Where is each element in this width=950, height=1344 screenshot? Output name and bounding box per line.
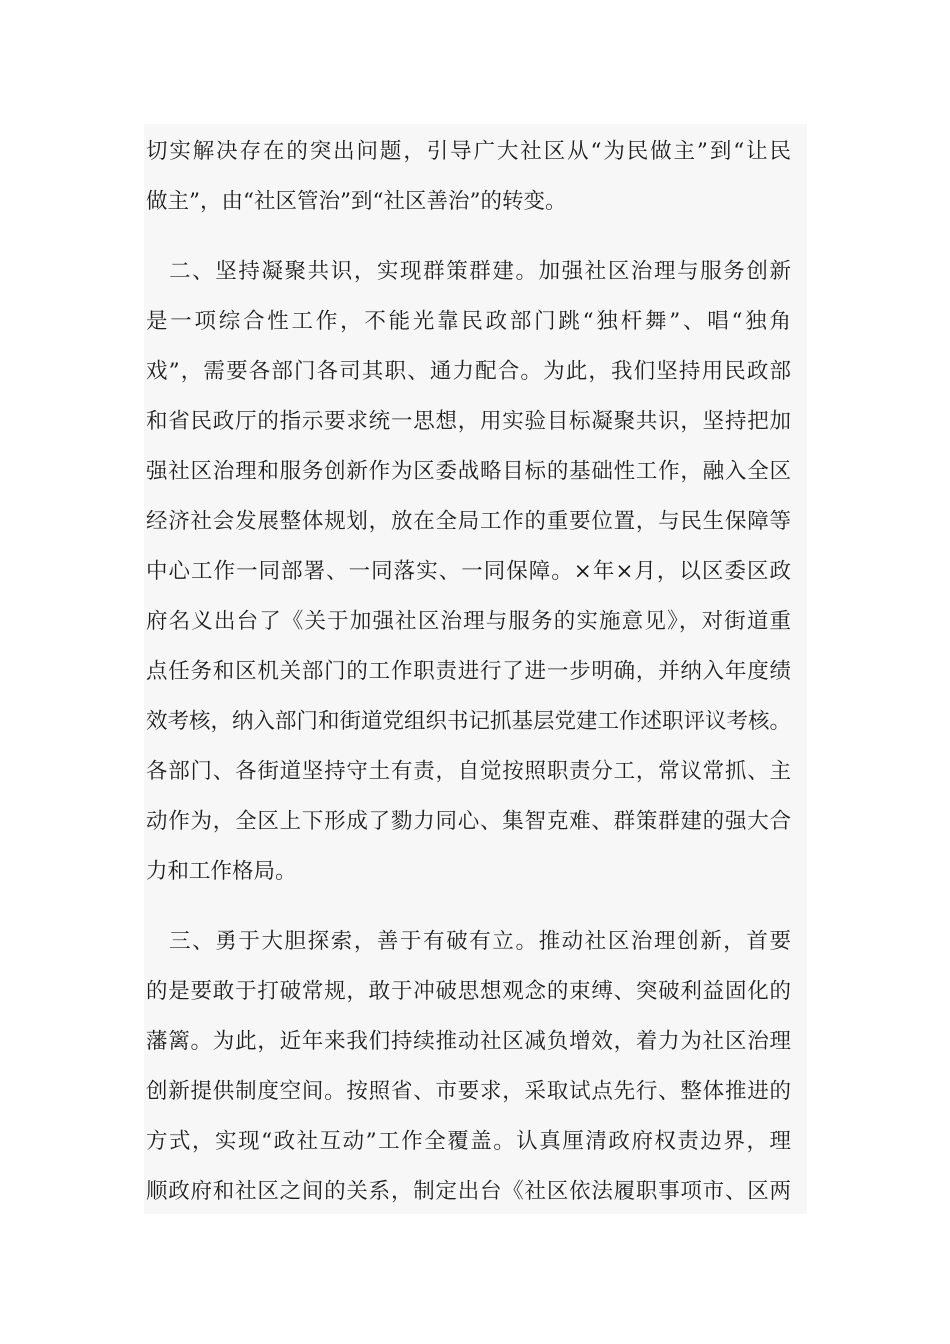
paragraph-line: 力和工作格局。 bbox=[146, 859, 297, 884]
paragraph-line: 效考核，纳入部门和街道党组织书记抓基层党建工作述职评议考核。 bbox=[146, 709, 792, 734]
paragraph-line: 做主”，由“社区管治”到“社区善治”的转变。 bbox=[146, 189, 567, 214]
paragraph-line: 的是要敢于打破常规，敢于冲破思想观念的束缚、突破利益固化的 bbox=[146, 979, 791, 1004]
paragraph-line: 方式，实现“政社互动”工作全覆盖。认真厘清政府权责边界，理 bbox=[146, 1129, 791, 1154]
paragraph-line: 切实解决存在的突出问题，引导广大社区从“为民做主”到“让民 bbox=[146, 139, 791, 164]
paragraph-line: 戏”，需要各部门各司其职、通力配合。为此，我们坚持用民政部 bbox=[146, 359, 791, 384]
paragraph-line: 三、勇于大胆探索，善于有破有立。推动社区治理创新，首要 bbox=[146, 929, 791, 954]
paragraph-line: 强社区治理和服务创新作为区委战略目标的基础性工作，融入全区 bbox=[146, 459, 791, 484]
paragraph-line: 中心工作一同部署、一同落实、一同保障。×年×月，以区委区政 bbox=[146, 559, 791, 584]
paragraph-line: 和省民政厅的指示要求统一思想，用实验目标凝聚共识，坚持把加 bbox=[146, 409, 791, 434]
paragraph-line: 动作为，全区上下形成了勠力同心、集智克难、群策群建的强大合 bbox=[146, 809, 791, 834]
paragraph-line: 顺政府和社区之间的关系，制定出台《社区依法履职事项市、区两 bbox=[146, 1179, 791, 1204]
paragraph-line: 府名义出台了《关于加强社区治理与服务的实施意见》，对街道重 bbox=[146, 609, 791, 634]
paragraph-line: 各部门、各街道坚持守土有责，自觉按照职责分工，常议常抓、主 bbox=[146, 759, 791, 784]
paragraph-line: 是一项综合性工作，不能光靠民政部门跳“独杆舞”、唱“独角 bbox=[146, 309, 791, 334]
paragraph-line: 点任务和区机关部门的工作职责进行了进一步明确，并纳入年度绩 bbox=[146, 659, 791, 684]
paragraph-line: 藩篱。为此，近年来我们持续推动社区减负增效，着力为社区治理 bbox=[146, 1029, 791, 1054]
paragraph-line: 经济社会发展整体规划，放在全局工作的重要位置，与民生保障等 bbox=[146, 509, 791, 534]
paragraph-line: 二、坚持凝聚共识，实现群策群建。加强社区治理与服务创新 bbox=[146, 259, 791, 284]
paragraph-line: 创新提供制度空间。按照省、市要求，采取试点先行、整体推进的 bbox=[146, 1079, 791, 1104]
